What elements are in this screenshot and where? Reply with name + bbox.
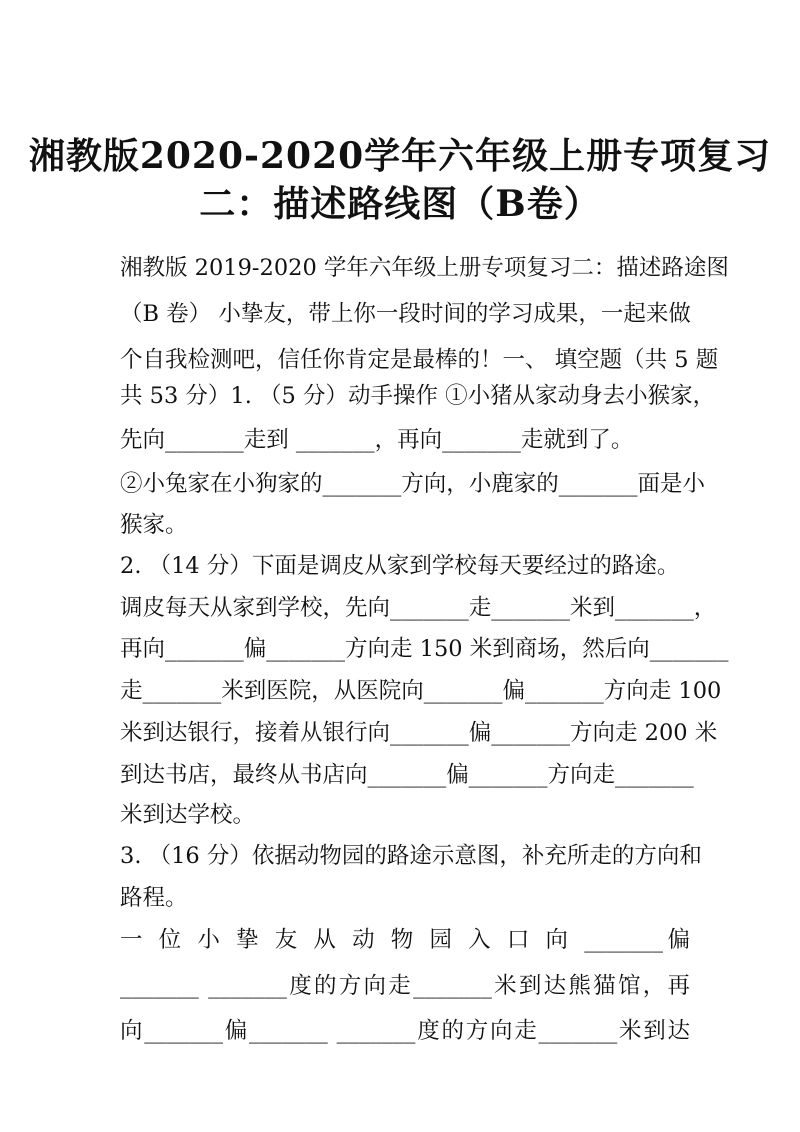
question-2-line-6: 米到达学校。 (120, 802, 256, 828)
question-1-line-1: 共 53 分）1. （5 分）动手操作 ①小猪从家动身去小猴家， (120, 383, 716, 409)
intro-line-2: （B 卷） 小挚友，带上你一段时间的学习成果，一起来做 (120, 301, 691, 327)
question-1-line-2: 先向_______走到 _______，再向_______走就到了。 (120, 427, 634, 453)
question-3-line-1: 一 位 小 挚 友 从 动 物 园 入 口 向 _______偏 (120, 927, 690, 953)
question-1-line-3: ②小兔家在小狗家的_______方向，小鹿家的_______面是小 (120, 471, 706, 497)
question-3-heading-cont: 路程。 (120, 885, 188, 911)
intro-line-1: 湘教版 2019-2020 学年六年级上册专项复习二：描述路途图 (120, 255, 729, 281)
question-2-line-5: 到达书店，最终从书店向_______偏_______方向走_______ (120, 762, 694, 788)
intro-line-3: 个自我检测吧，信任你肯定是最棒的！一、 填空题（共 5 题 (120, 347, 719, 373)
question-2-line-4: 米到达银行，接着从银行向_______偏_______方向走 200 米 (120, 720, 718, 746)
question-2-line-2: 再向_______偏_______方向走 150 米到商场，然后向_______ (120, 636, 729, 662)
question-2-heading: 2. （14 分）下面是调皮从家到学校每天要经过的路途。 (120, 553, 680, 579)
question-3-line-3: 向_______偏_______ _______度的方向走_______米到达 (120, 1018, 690, 1044)
question-2-line-1: 调皮每天从家到学校，先向_______走_______米到_______， (120, 595, 717, 621)
question-1-line-4: 猴家。 (120, 512, 188, 538)
question-2-line-3: 走_______米到医院，从医院向_______偏_______方向走 100 (120, 678, 722, 704)
question-3-heading: 3. （16 分）依据动物园的路途示意图，补充所走的方向和 (120, 843, 702, 869)
question-3-line-2: _______ _______度的方向走_______米到达熊猫馆，再 (120, 973, 690, 999)
document-title-line-1: 湘教版2020-2020学年六年级上册专项复习 (28, 135, 772, 177)
document-title-line-2: 二：描述路线图（B卷） (199, 183, 601, 225)
